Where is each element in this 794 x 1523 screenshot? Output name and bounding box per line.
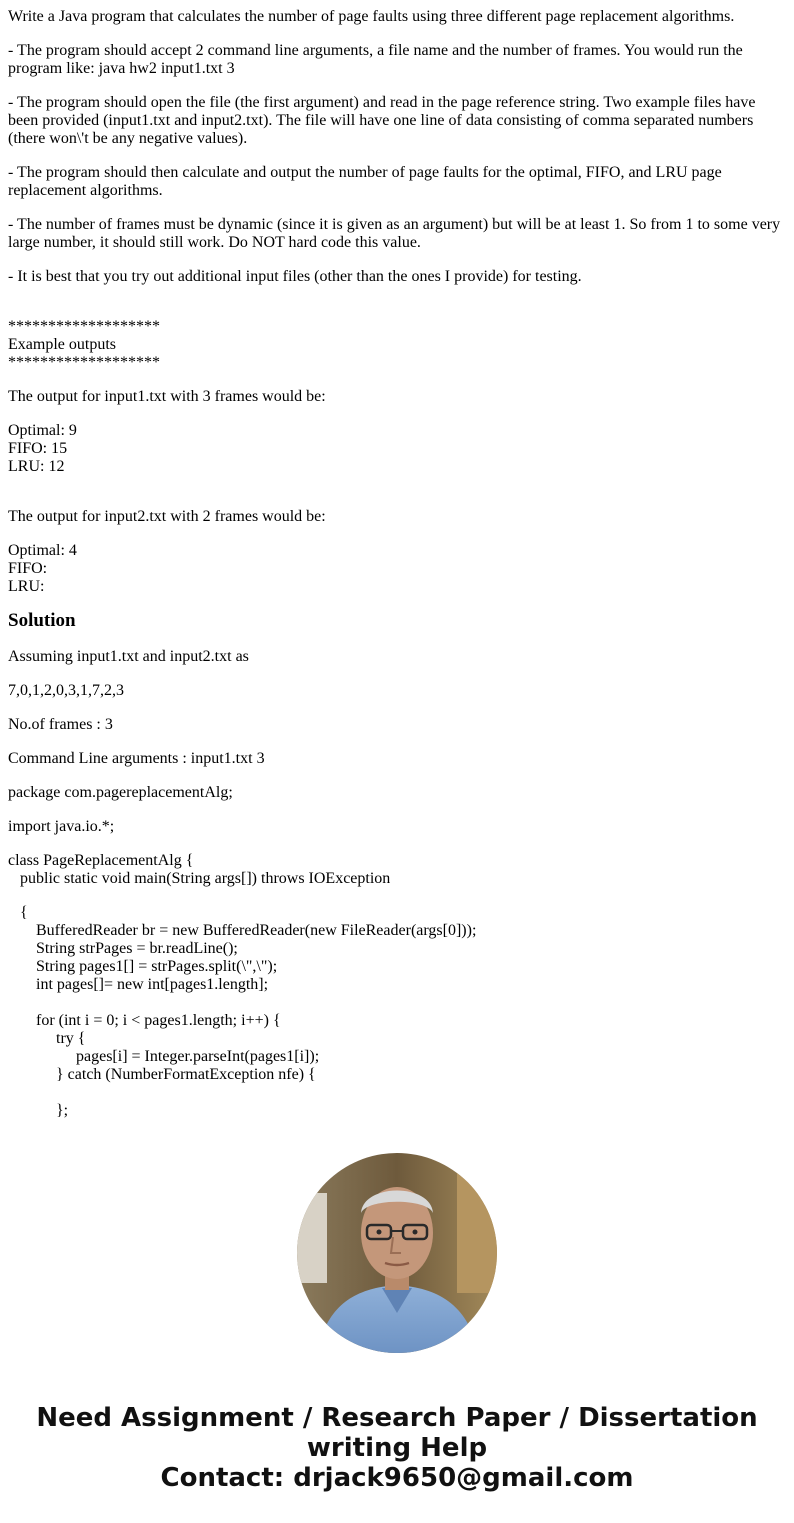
question-point-4: - The number of frames must be dynamic (since it is given as an argument) but will be at least 1. So from 1 to some very large number, it should still work. Do NOT hard code this value.	[8, 216, 781, 251]
code-line-9: pages[i] = Integer.parseInt(pages1[i]);	[8, 1048, 320, 1065]
code-line-6	[8, 994, 786, 1012]
code-line-3: String strPages = br.readLine();	[8, 940, 238, 957]
code-line-4: String pages1[] = strPages.split(\",\");	[8, 958, 278, 975]
solution-import: import java.io.*;	[8, 818, 115, 835]
solution-heading: Solution	[8, 610, 76, 631]
example1-optimal: Optimal: 9	[8, 422, 77, 439]
code-line-2: BufferedReader br = new BufferedReader(new FileReader(args[0]));	[8, 922, 477, 939]
banner-line-2: writing Help	[306, 1433, 488, 1463]
example1-output	[8, 422, 786, 476]
class-declaration	[8, 852, 786, 888]
code-line-5: int pages[]= new int[pages1.length];	[8, 976, 269, 993]
code-line-8: try {	[8, 1030, 86, 1047]
example1-intro: The output for input1.txt with 3 frames would be:	[8, 388, 326, 405]
solution-package: package com.pagereplacementAlg;	[8, 784, 233, 801]
example2-fifo: FIFO:	[8, 560, 48, 577]
question-content	[8, 0, 786, 1160]
question-point-5: - It is best that you try out additional input files (other than the ones I provide) for testing.	[8, 268, 582, 285]
question-point-2: - The program should open the file (the first argument) and read in the page reference string. Two example files have been provided (input1.txt and input2.txt). The file will have one line of data consisting of comma separated numbers (there won\'t be any negative values).	[8, 94, 756, 147]
banner-line-1: Need Assignment / Research Paper / Dissertation	[36, 1403, 758, 1433]
code-line-10: } catch (NumberFormatException nfe) {	[8, 1066, 316, 1083]
stars-top: *******************	[8, 318, 160, 335]
example2-output	[8, 542, 786, 596]
question-point-1: - The program should accept 2 command line arguments, a file name and the number of frames. You would run the program like: java hw2 input1.txt 3	[8, 42, 743, 77]
solution-sequence: 7,0,1,2,0,3,1,7,2,3	[8, 682, 124, 699]
stars-bottom: *******************	[8, 354, 160, 371]
class-line-1: class PageReplacementAlg {	[8, 852, 194, 869]
author-avatar	[297, 1153, 497, 1353]
class-line-2: public static void main(String args[]) throws IOException	[8, 870, 391, 887]
solution-frames: No.of frames : 3	[8, 716, 113, 733]
question-point-3: - The program should then calculate and output the number of page faults for the optimal, FIFO, and LRU page replacement algorithms.	[8, 164, 722, 199]
contact-banner	[0, 1403, 794, 1493]
example1-fifo: FIFO: 15	[8, 440, 68, 457]
code-block	[8, 904, 786, 1160]
example2-lru: LRU:	[8, 578, 45, 595]
code-line-1: {	[8, 904, 28, 921]
code-line-12: };	[8, 1102, 69, 1119]
author-photo-icon	[297, 1153, 497, 1353]
code-line-7: for (int i = 0; i < pages1.length; i++) {	[8, 1012, 281, 1029]
example1-lru: LRU: 12	[8, 458, 65, 475]
solution-cli-args: Command Line arguments : input1.txt 3	[8, 750, 265, 767]
example2-optimal: Optimal: 4	[8, 542, 77, 559]
solution-assumption: Assuming input1.txt and input2.txt as	[8, 648, 249, 665]
example2-intro: The output for input2.txt with 2 frames would be:	[8, 508, 326, 525]
question-intro: Write a Java program that calculates the number of page faults using three different page replacement algorithms.	[8, 8, 735, 25]
banner-contact[interactable]: Contact: drjack9650@gmail.com	[160, 1463, 634, 1493]
code-line-11	[8, 1084, 786, 1102]
example-header	[8, 318, 786, 372]
example-heading: Example outputs	[8, 336, 116, 353]
